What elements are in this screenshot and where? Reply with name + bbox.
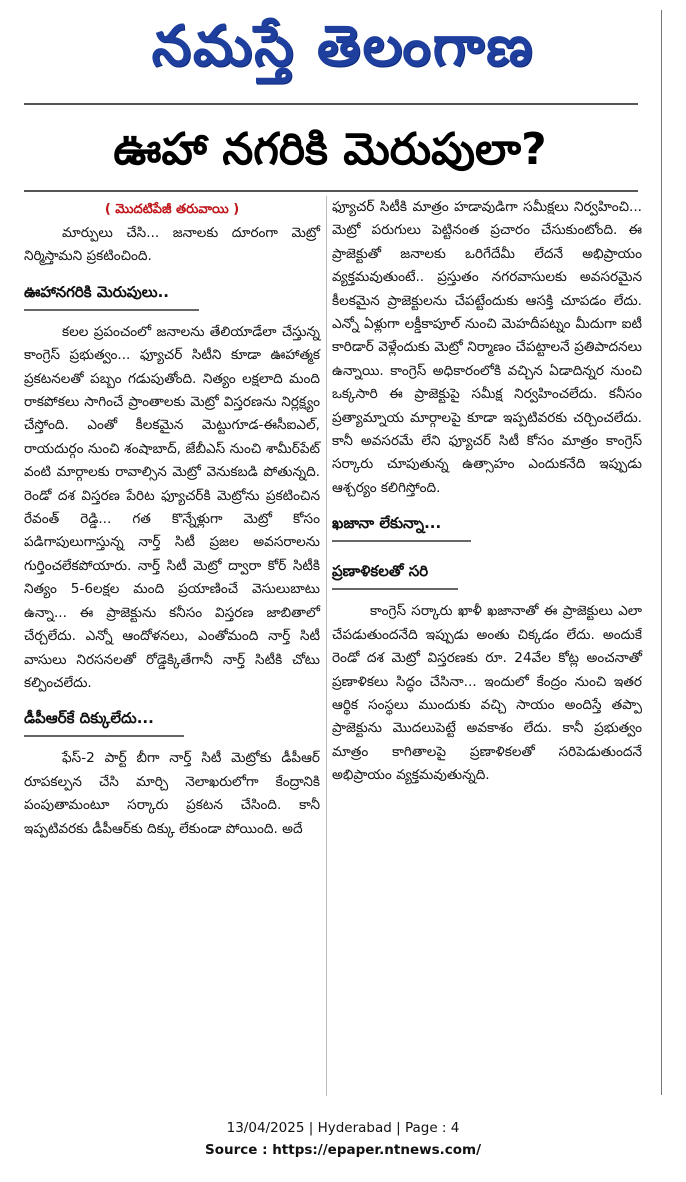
paragraph-dpr: ఫేస్-2 పార్ట్ బీగా నార్త్ సిటీ మెట్రోకు డీపీఆర్ రూపకల్పన చేసి మార్చి నెలాఖరులోగా కేంద్రానికి పంపుతామంటూ సర్కారు ప్రకటన చేసింది. కానీ ఇప్పటివరకు డీపీఆర్‌కు దిక్కు లేకుండా పోయింది. అదే	[24, 750, 320, 837]
paragraph-future-city-review: ఫ్యూచర్ సిటీకి మాత్రం హడావుడిగా సమీక్షలు నిర్వహించి... మెట్రో పరుగులు పెట్టినంత ప్రచారం చేసుకుంటోంది. ఈ ప్రాజెక్టుతో జనాలకు ఒరిగేదేమీ లేదనే అభిప్రాయం వ్యక్తమవుతుంటే.. ప్రస్తుతం నగరవాసులకు అవసరమైన కీలకమైన ప్రాజెక్టులను చేపట్టేందుకు ఆసక్తి చూపడం లేదు. ఎన్నో ఏళ్లుగా లక్డీకాపూల్ నుంచి మెహదీపట్నం మీదుగా ఐటీ కారిడార్ వెళ్లేందుకు మెట్రో నిర్మాణం చేపట్టాలనే ప్రతిపాదనలు ఉన్నాయి. కాంగ్రెస్ అధికారంలోకి వచ్చిన ఏడాదిన్నర నుంచి ఒక్కసారి ఈ ప్రాజెక్టుపై సమీక్ష నిర్వహించలేదు. కనీసం ప్రత్యామ్నాయ మార్గాలపై కూడా ఇప్పటివరకు చర్చించలేదు. కానీ అవసరమే లేని ఫ్యూచర్ సిటీ కోసం మాత్రం కాంగ్రెస్ సర్కారు చూపుతున్న ఉత్సాహం ఎందుకనేది ఇప్పుడు ఆశ్చర్యం కలిగిస్తోంది.	[332, 199, 642, 496]
subheading-dpr: డీపీఆర్‌కే దిక్కులేదు...	[24, 705, 184, 737]
masthead-logo: నమస్తే తెలంగాణ	[151, 13, 535, 79]
masthead	[0, 0, 686, 100]
footer-date-edition: 13/04/2025 | Hyderabad | Page : 4	[226, 1120, 460, 1136]
paragraph-future-city: కలల ప్రపంచంలో జనాలను తేలియాడేలా చేస్తున్న కాంగ్రెస్ ప్రభుత్వం... ఫ్యూచర్ సిటీని కూడా ఊహాత్మక ప్రకటనలతో పబ్బం గడుపుతోంది. నిత్యం లక్షలాది మంది రాకపోకలు సాగించే ప్రాంతాలకు మెట్రో విస్తరణను నిర్లక్ష్యం చేస్తోంది. ఎంతో కీలకమైన మెట్టుగూడ-ఈసీఐఎల్, రాయదుర్గం నుంచి శంషాబాద్, జేబీఎస్ నుంచి శామీర్‌పేట్ వంటి మార్గాలకు రావాల్సిన మెట్రో వెనుకబడి పోతున్నది. రెండో దశ విస్తరణ పేరిట ఫ్యూచర్‌కి మెట్రోను ప్రకటించిన రేవంత్ రెడ్డి... గత కొన్నేళ్లుగా మెట్రో కోసం పడిగాపులుగాస్తున్న నార్త్ సిటీ ప్రజల అవసరాలను గుర్తించలేకపోయారు. నార్త్ సిటీ మెట్రో ద్వారా కోర్ సిటీకి నిత్యం 5-6లక్షల మంది ప్రయాణించే వెసులుబాటు ఉన్నా... ఈ ప్రాజెక్టును కనీసం విస్తరణ జాబితాలో చేర్చలేదు. ఎన్నో ఆందోళనలు, ఎంతోమంది నార్త్ సిటీ వాసులు నిరసనలతో రోడ్డెక్కితేగానీ నార్త్ సిటీకి చోటు కల్పించలేదు.	[24, 323, 320, 691]
subheading-mirage-city: ఊహానగరికి మెరుపులు..	[24, 279, 199, 311]
headline-rule	[24, 190, 638, 192]
page-edge-rule	[661, 10, 662, 1095]
article-headline: ఊహా నగరికి మెరుపులా?	[113, 124, 547, 175]
paragraph-plans: కాంగ్రెస్ సర్కారు ఖాళీ ఖజానాతో ఈ ప్రాజెక్టులు ఎలా చేపడుతుందనేది ఇప్పుడు అంతు చిక్కడం లేదు. అందుకే రెండో దశ మెట్రో విస్తరణకు రూ. 24వేల కోట్ల అంచనాతో ప్రణాళికలు సిద్ధం చేసినా... ఇందులో కేంద్రం నుంచి ఇతర ఆర్థిక సంస్థలు ముందుకు వచ్చి సాయం అందిస్తే తప్పా ప్రాజెక్టును మొదలుపెట్టే అవకాశం లేదు. కానీ ప్రభుత్వం మాత్రం కాగితాలపై ప్రణాళికలతో సరిపెడుతుందనే అభిప్రాయం వ్యక్తమవుతున్నది.	[332, 603, 642, 784]
footer-source-link[interactable]: Source : https://epaper.ntnews.com/	[204, 1142, 482, 1158]
article-column-right	[332, 196, 642, 788]
intro-paragraph: మార్పులు చేసి... జనాలకు దూరంగా మెట్రో నిర్మిస్తామని ప్రకటించింది.	[24, 225, 320, 265]
masthead-rule	[24, 103, 638, 105]
subheading-plans: ప్రణాళికలతో సరి	[332, 558, 458, 590]
column-divider	[326, 196, 327, 1096]
subheading-treasury: ఖజానా లేకున్నా...	[332, 510, 471, 542]
continuation-note: ( మొదటిపేజీ తరువాయి )	[104, 202, 240, 217]
article-column-left	[24, 196, 320, 841]
